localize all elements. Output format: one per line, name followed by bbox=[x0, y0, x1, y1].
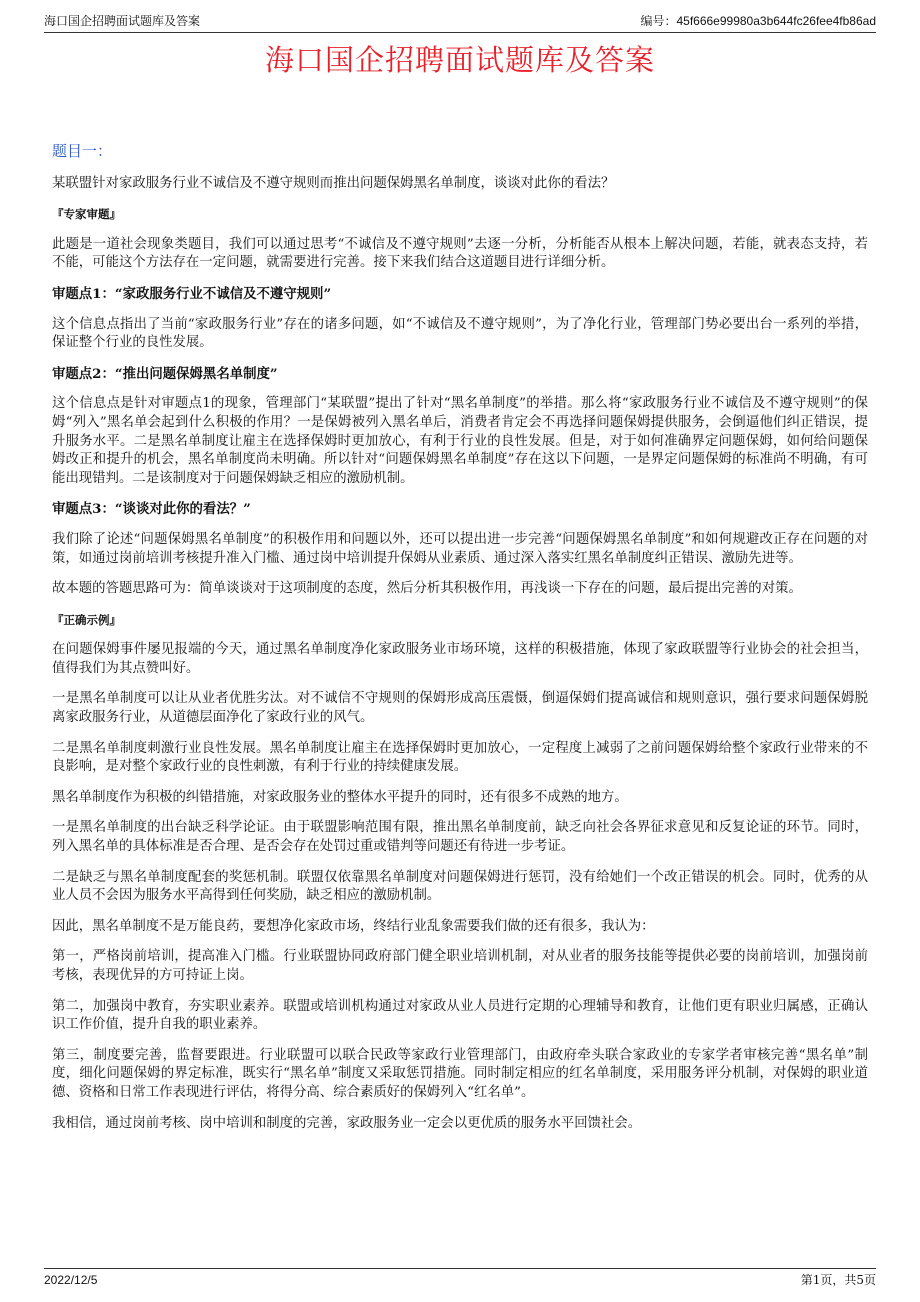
example-paragraph: 二是缺乏与黑名单制度配套的奖惩机制。联盟仅依靠黑名单制度对问题保姆进行惩罚，没有给她们一个改正错误的机会。同时，优秀的从业人员不会因为服务水平高得到任何奖励，缺乏相应的激励机制。 bbox=[52, 869, 868, 904]
review-point-2-text: 这个信息点是针对审题点1的现象，管理部门“某联盟”提出了针对“黑名单制度”的举措。那么将“家政服务行业不诚信及不遵守规则”的保姆“列入”黑名单会起到什么积极的作用？一是保姆被列入黑名单后，消费者肯定会不再选择问题保姆提供服务，会倒逼他们纠正错误，提升服务水平。二是黑名单制度让雇主在选择保姆时更加放心，有利于行业的良性发展。但是，对于如何准确界定问题保姆，如何给问题保姆改正和提升的机会，黑名单制度尚未明确。所以针对“问题保姆黑名单制度”存在这以下问题，一是界定问题保姆的标准尚不明确，有可能出现错判。二是该制度对于问题保姆缺乏相应的激励机制。 bbox=[52, 396, 868, 486]
example-paragraph: 第一，严格岗前培训，提高准入门槛。行业联盟协同政府部门健全职业培训机制，对从业者的服务技能等提供必要的岗前培训，加强岗前考核，表现优异的方可持证上岗。 bbox=[52, 949, 868, 983]
example-paragraph: 一是黑名单制度可以让从业者优胜劣汰。对不诚信不守规则的保姆形成高压震慑，倒逼保姆们提高诚信和规则意识，强行要求问题保姆脱离家政服务行业，从道德层面净化了家政行业的风气。 bbox=[52, 691, 868, 726]
page-header bbox=[44, 10, 876, 33]
example-paragraph: 第二，加强岗中教育，夯实职业素养。联盟或培训机构通过对家政从业人员进行定期的心理辅导和教育，让他们更有职业归属感，正确认识工作价值，提升自我的职业素养。 bbox=[52, 998, 868, 1033]
example-paragraph: 一是黑名单制度的出台缺乏科学论证。由于联盟影响范围有限，推出黑名单制度前，缺乏向社会各界征求意见和反复论证的环节。同时，列入黑名单的具体标准是否合理、是否会存在处罚过重或错判等问题还有待进一步考证。 bbox=[52, 820, 868, 855]
review-point-2-title: 审题点2：“推出问题保姆黑名单制度” bbox=[52, 365, 278, 382]
example-paragraph: 因此，黑名单制度不是万能良药，要想净化家政市场，终结行业乱象需要我们做的还有很多，我认为： bbox=[52, 918, 655, 934]
expert-review-tag: 『专家审题』 bbox=[52, 207, 121, 222]
review-point-3-title: 审题点3：“谈谈对此你的看法？” bbox=[52, 501, 251, 518]
header-doc-title: 海口国企招聘面试题库及答案 bbox=[44, 14, 201, 28]
review-point-1-text: 这个信息点指出了当前“家政服务行业”存在的诸多问题，如“不诚信及不遵守规则”，为了净化行业，管理部门势必要出台一系列的举措，保证整个行业的良性发展。 bbox=[52, 316, 868, 351]
question-text: 某联盟针对家政服务行业不诚信及不遵守规则而推出问题保姆黑名单制度，谈谈对此你的看法？ bbox=[52, 175, 615, 191]
header-doc-id bbox=[640, 10, 876, 32]
doc-id-value: 45f666e99980a3b644fc26fee4fb86ad bbox=[676, 14, 876, 28]
example-paragraph: 二是黑名单制度刺激行业良性发展。黑名单制度让雇主在选择保姆时更加放心，一定程度上减弱了之前问题保姆给整个家政行业带来的不良影响，是对整个家政行业的良性刺激，有利于行业的持续健康发展。 bbox=[52, 740, 868, 775]
review-point-3-text: 我们除了论述“问题保姆黑名单制度”的积极作用和问题以外，还可以提出进一步完善“问题保姆黑名单制度”和如何规避改正存在问题的对策，如通过岗前培训考核提升准入门槛、通过岗中培训提升保姆从业素质、通过深入落实红黑名单制度纠正错误、激励先进等。 bbox=[52, 531, 868, 566]
page-footer bbox=[44, 1268, 876, 1291]
answer-approach-summary: 故本题的答题思路可为：简单谈谈对于这项制度的态度，然后分析其积极作用，再浅谈一下存在的问题，最后提出完善的对策。 bbox=[52, 581, 802, 597]
question-heading: 题目一： bbox=[52, 142, 113, 160]
footer-page-info: 第1页，共5页 bbox=[800, 1273, 876, 1287]
review-point-1-title: 审题点1：“家政服务行业不诚信及不遵守规则” bbox=[52, 285, 332, 302]
example-paragraph: 在问题保姆事件屡见报端的今天，通过黑名单制度净化家政服务业市场环境，这样的积极措施，体现了家政联盟等行业协会的社会担当，值得我们为其点赞叫好。 bbox=[52, 642, 868, 676]
doc-id-label: 编号： bbox=[640, 14, 677, 28]
page-title: 海口国企招聘面试题库及答案 bbox=[264, 43, 655, 77]
example-paragraph: 黑名单制度作为积极的纠错措施，对家政服务业的整体水平提升的同时，还有很多不成熟的地方。 bbox=[52, 789, 628, 805]
document-body bbox=[52, 142, 868, 1145]
expert-intro: 此题是一道社会现象类题目，我们可以通过思考“不诚信及不遵守规则”去逐一分析，分析能否从根本上解决问题，若能，就表态支持，若不能，可能这个方法存在一定问题，就需要进行完善。接下来我们结合这道题目进行详细分析。 bbox=[52, 236, 868, 271]
correct-example-tag: 『正确示例』 bbox=[52, 612, 121, 627]
example-paragraph: 我相信，通过岗前考核、岗中培训和制度的完善，家政服务业一定会以更优质的服务水平回馈社会。 bbox=[52, 1115, 642, 1131]
footer-date: 2022/12/5 bbox=[44, 1273, 98, 1287]
example-paragraph: 第三，制度要完善，监督要跟进。行业联盟可以联合民政等家政行业管理部门，由政府牵头联合家政业的专家学者审核完善“黑名单”制度，细化问题保姆的界定标准，既实行“黑名单”制度又采取惩罚措施。同时制定相应的红名单制度，采用服务评分机制，对保姆的职业道德、资格和日常工作表现进行评估，将得分高、综合素质好的保姆列入“红名单”。 bbox=[52, 1047, 868, 1100]
